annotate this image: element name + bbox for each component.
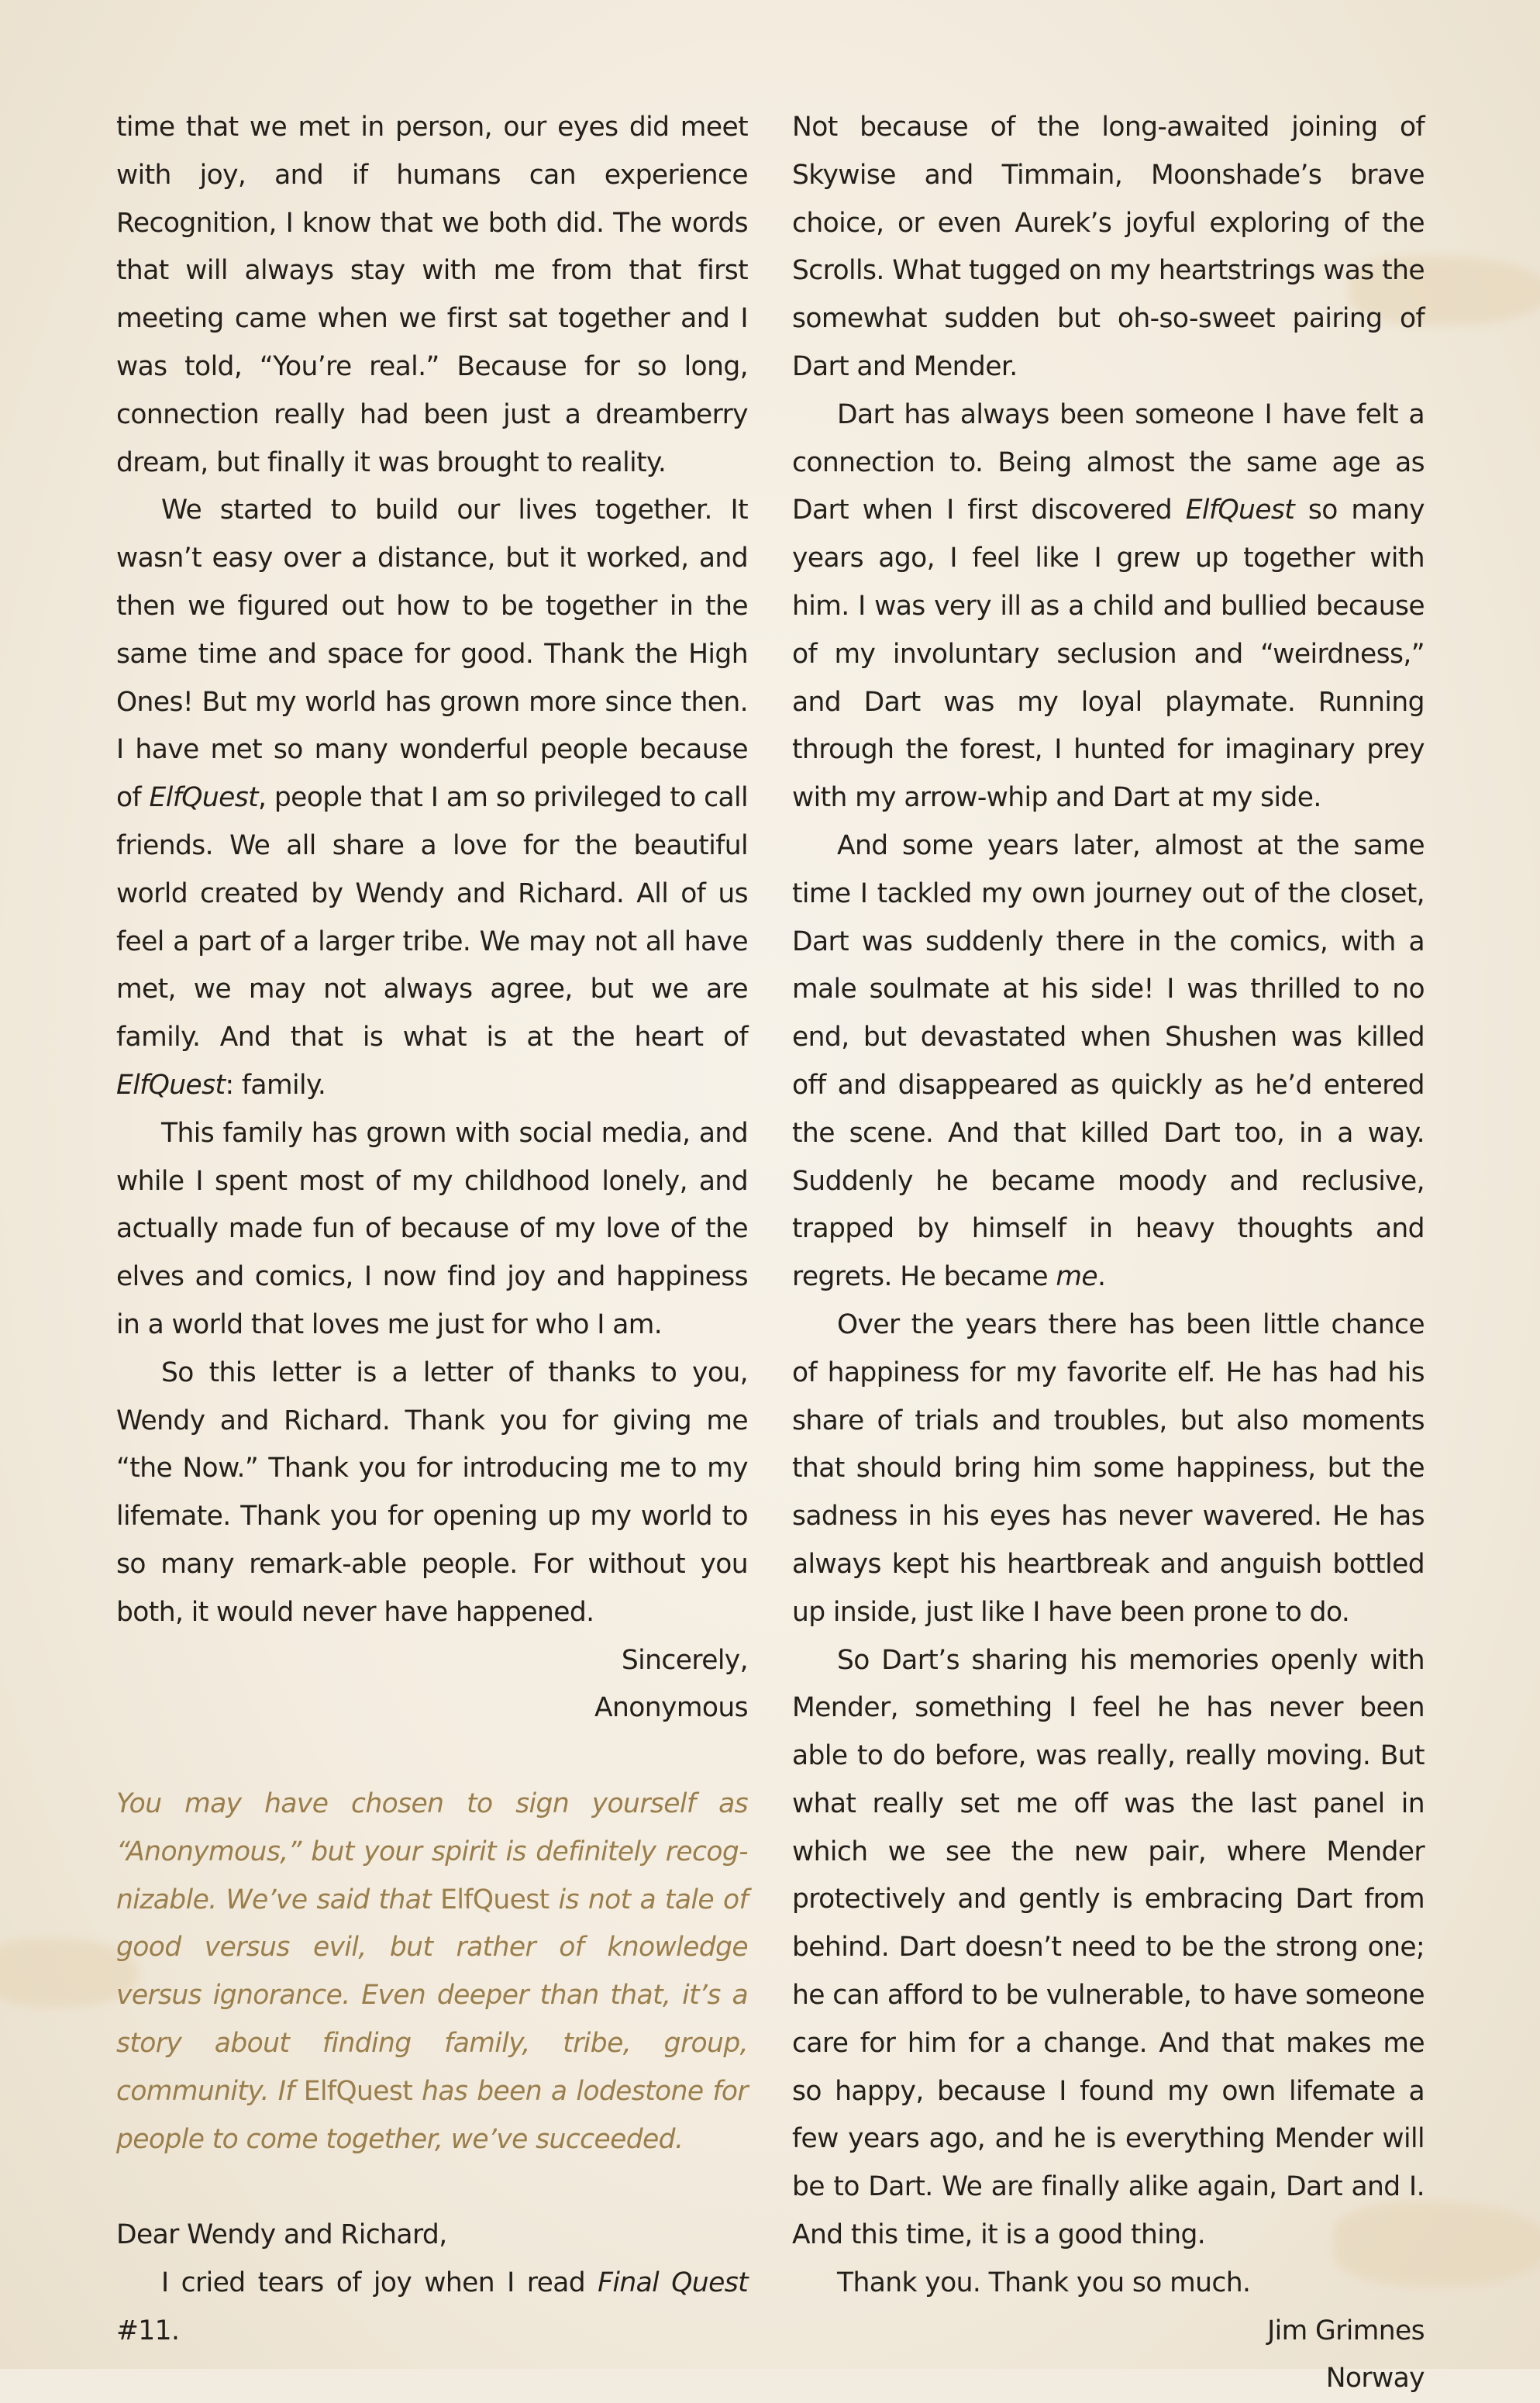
paragraph [792, 391, 1425, 822]
signature-place: Norway [1325, 2363, 1425, 2394]
text: is not a tale of good versus evil, but rather of knowledge versus ignorance. Even deeper than that, it’s a story about finding family, tribe, group, community. If [116, 1884, 748, 2107]
paragraph: Thank you. Thank you so much. [837, 2267, 1251, 2298]
book-title: ElfQuest [149, 782, 259, 814]
paragraph: time that we met in person, our eyes did meet with joy, and if humans can experience Recognition, I know that we both did. The words that will always stay with me from that first meeting came when we first sat together and I was told, “You’re real.” Because for so long, connection really had been just a dreamberry dream, but finally it was brought to reality. [116, 112, 748, 478]
text: You may have chosen to sign yourself as “Anonymous,” but your spirit is definitely recog-nizable. We’ve said that [116, 1788, 748, 1915]
book-title: ElfQuest [1185, 495, 1295, 526]
right-column [792, 104, 1425, 2403]
paragraph [116, 2260, 748, 2356]
paragraph: Over the years there has been little chance of happiness for my favorite elf. He has had his share of trials and troubles, but also moments that should bring him some happiness, but the sadness in his eyes has never wavered. He has always kept his heartbreak and anguish bottled up inside, just like I have been prone to do. [792, 1308, 1425, 1628]
text: And some years later, almost at the same time I tackled my own journey out of the closet, Dart was suddenly there in the comics, with a male soulmate at his side! I was thrilled to no end, but devastated when Shushen was killed off and disappeared as quickly as he’d entered the scene. And that killed Dart too, in a way. Suddenly he became moody and reclusive, trapped by himself in heavy thoughts and regrets. He became [792, 829, 1425, 1293]
text: has been a lodestone for people to come together, we’ve succeeded. [116, 2075, 748, 2155]
paragraph [116, 487, 748, 1109]
text: Dart has always been someone I have felt a connection to. Being almost the same age as Dart when I first discovered [792, 398, 1425, 526]
text: so many years ago, I feel like I grew up together with him. I was very ill as a child and bullied because of my involuntary seclusion and “weirdness,” and Dart was my loyal playmate. Running through the forest, I hunted for imaginary prey with my arrow-whip and Dart at my side. [792, 495, 1425, 814]
salutation: Dear Wendy and Richard, [116, 2219, 447, 2251]
book-title: ElfQuest [440, 1884, 550, 1915]
text: We started to build our lives together. It wasn’t easy over a distance, but it worked, and then we figured out how to be together in the same time and space for good. Thank the High Ones! But my world has grown more since then. I have met so many wonderful people because of [116, 495, 748, 814]
book-title: ElfQuest [116, 1069, 226, 1101]
text: #11. [116, 2315, 180, 2347]
signature: Anonymous [594, 1692, 748, 1724]
signoff: Sincerely, [621, 1644, 748, 1676]
emphasis: me [1056, 1261, 1098, 1293]
editor-reply [116, 1781, 748, 2163]
book-title: ElfQuest [303, 2075, 413, 2107]
text: , people that I am so privileged to call friends. We all share a love for the beautiful world created by Wendy and Richard. All of us feel a part of a larger tribe. We may not all have met, we may not always agree, but we are family. And that is what is at the heart of [116, 782, 748, 1053]
signature-name: Jim Grimnes [1267, 2315, 1425, 2346]
text: I cried tears of joy when I read [161, 2267, 598, 2299]
left-column [116, 104, 748, 2356]
paragraph: This family has grown with social media, and while I spent most of my childhood lonely, and actually made fun of because of my love of the elves and comics, I now find joy and happiness in a world that loves me just for who I am. [116, 1117, 748, 1340]
book-title: Final Quest [598, 2267, 748, 2299]
paragraph: So this letter is a letter of thanks to you, Wendy and Richard. Thank you for giving me “the Now.” Thank you for introducing me to my lifemate. Thank you for opening up my world to so many remark-able people. For without you both, it would never have happened. [116, 1357, 748, 1628]
text: . [1097, 1261, 1106, 1293]
paragraph: So Dart’s sharing his memories openly with Mender, something I feel he has never been able to do before, was really, really moving. But what really set me off was the last panel in which we see the new pair, where Mender protectively and gently is embracing Dart from behind. Dart doesn’t need to be the strong one; he can afford to be vulnerable, to have someone care for him for a change. And that makes me so happy, because I found my own lifemate a few years ago, and he is everything Mender will be to Dart. We are finally alike again, Dart and I. And this time, it is a good thing. [792, 1644, 1425, 2251]
paragraph: Not because of the long-awaited joining of Skywise and Timmain, Moonshade’s brave choice, or even Aurek’s joyful exploring of the Scrolls. What tugged on my heartstrings was the somewhat sudden but oh-so-sweet pairing of Dart and Mender. [792, 112, 1425, 382]
text: : family. [225, 1069, 326, 1101]
paragraph [792, 822, 1425, 1301]
